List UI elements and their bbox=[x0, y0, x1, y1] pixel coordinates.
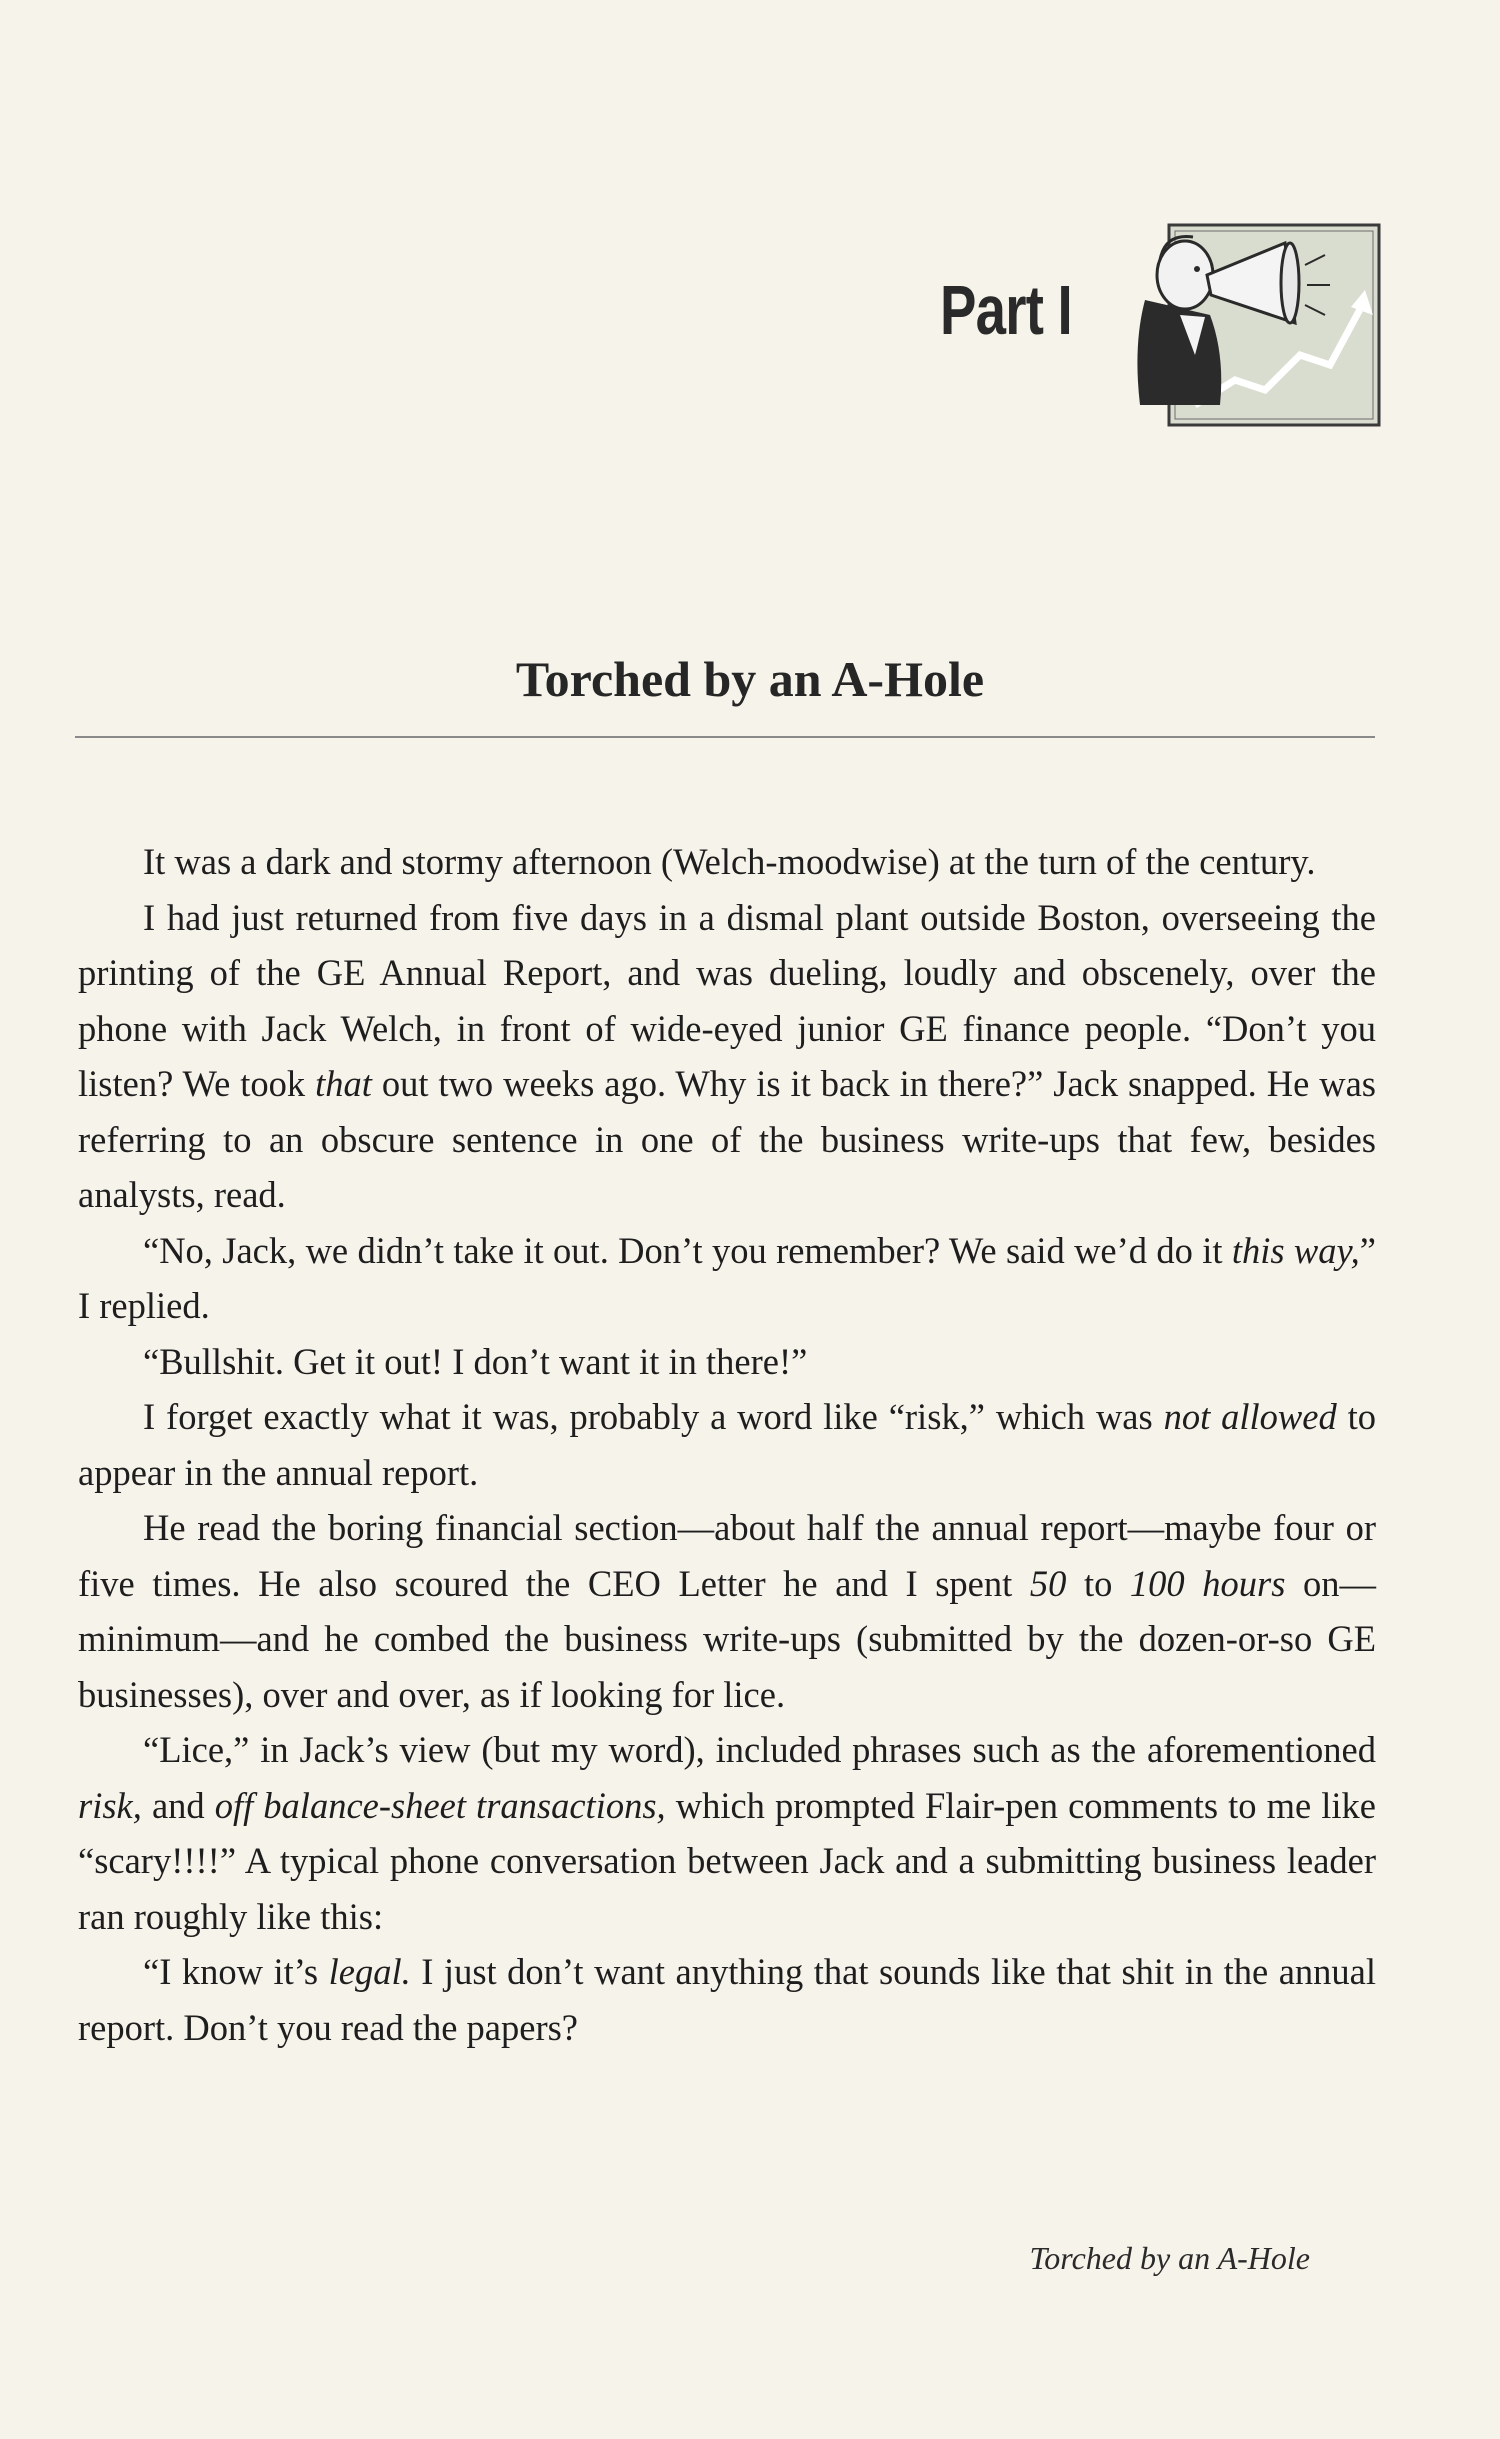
part-label: Part I bbox=[940, 271, 1072, 349]
text-run: “No, Jack, we didn’t take it out. Don’t you remember? We said we’d do it bbox=[143, 1229, 1232, 1271]
text-run: It was a dark and stormy afternoon (Welch-moodwise) at the turn of the century. bbox=[143, 841, 1316, 882]
text-run: He read the boring financial section—about half the annual report—maybe four or five times. He also scoured the CEO Letter he and I spent bbox=[78, 1507, 1376, 1604]
text-run: I just don’t want anything that sounds like that shit in the annual report. Don’t you read the papers? bbox=[78, 1951, 1377, 2048]
text-run: ” I replied. bbox=[78, 1229, 1376, 1326]
paragraph bbox=[78, 1944, 1376, 2055]
title-divider bbox=[75, 736, 1375, 738]
paragraph bbox=[78, 1722, 1376, 1944]
text-run: “Lice,” in Jack’s view (but my word), included phrases such as the aforementioned bbox=[143, 1729, 1376, 1770]
emphasis-text: 100 hours bbox=[1129, 1562, 1286, 1604]
text-run: and bbox=[141, 1784, 215, 1826]
text-run: to appear in the annual report. bbox=[78, 1396, 1376, 1493]
emphasis-text: this way, bbox=[1231, 1229, 1360, 1271]
emphasis-text: that bbox=[315, 1063, 372, 1104]
paragraph bbox=[78, 890, 1376, 1223]
emphasis-text: 50 bbox=[1029, 1562, 1067, 1604]
paragraph bbox=[78, 834, 1376, 890]
text-run: to bbox=[1066, 1562, 1130, 1604]
chapter-title: Torched by an A-Hole bbox=[515, 651, 985, 707]
emphasis-text: legal. bbox=[328, 1951, 411, 1992]
paragraph bbox=[78, 1389, 1376, 1500]
text-run: on—minimum—and he combed the business write-ups (submitted by the dozen-or-so GE businesses), over and over, as if looking for lice. bbox=[78, 1562, 1377, 1715]
emphasis-text: risk, bbox=[78, 1784, 142, 1826]
text-run: which prompted Flair-pen comments to me like “scary!!!!” A typical phone conversation between Jack and a submitting business leader ran roughly like this: bbox=[78, 1784, 1376, 1937]
paragraph bbox=[78, 1334, 1376, 1390]
text-run: “I know it’s bbox=[143, 1951, 329, 1992]
paragraph bbox=[78, 1223, 1376, 1334]
paragraph bbox=[78, 1500, 1376, 1722]
text-run: out two weeks ago. Why is it back in there?” Jack snapped. He was referring to an obscure sentence in one of the business write-ups that few, besides analysts, read. bbox=[78, 1063, 1376, 1215]
body-text bbox=[78, 834, 1376, 2055]
megaphone-executive-illustration bbox=[1125, 205, 1385, 440]
emphasis-text: not allowed bbox=[1163, 1396, 1337, 1437]
text-run: “Bullshit. Get it out! I don’t want it in there!” bbox=[143, 1340, 808, 1382]
text-run: I had just returned from five days in a dismal plant outside Boston, overseeing the printing of the GE Annual Report, and was dueling, loudly and obscenely, over the phone with Jack Welch, in front of wide-eyed junior GE finance people. “Don’t you listen? We took bbox=[78, 896, 1376, 1104]
running-footer: Torched by an A-Hole bbox=[1029, 2240, 1310, 2276]
text-run: I forget exactly what it was, probably a word like “risk,” which was bbox=[143, 1396, 1164, 1437]
emphasis-text: off balance-sheet transactions, bbox=[214, 1784, 666, 1826]
